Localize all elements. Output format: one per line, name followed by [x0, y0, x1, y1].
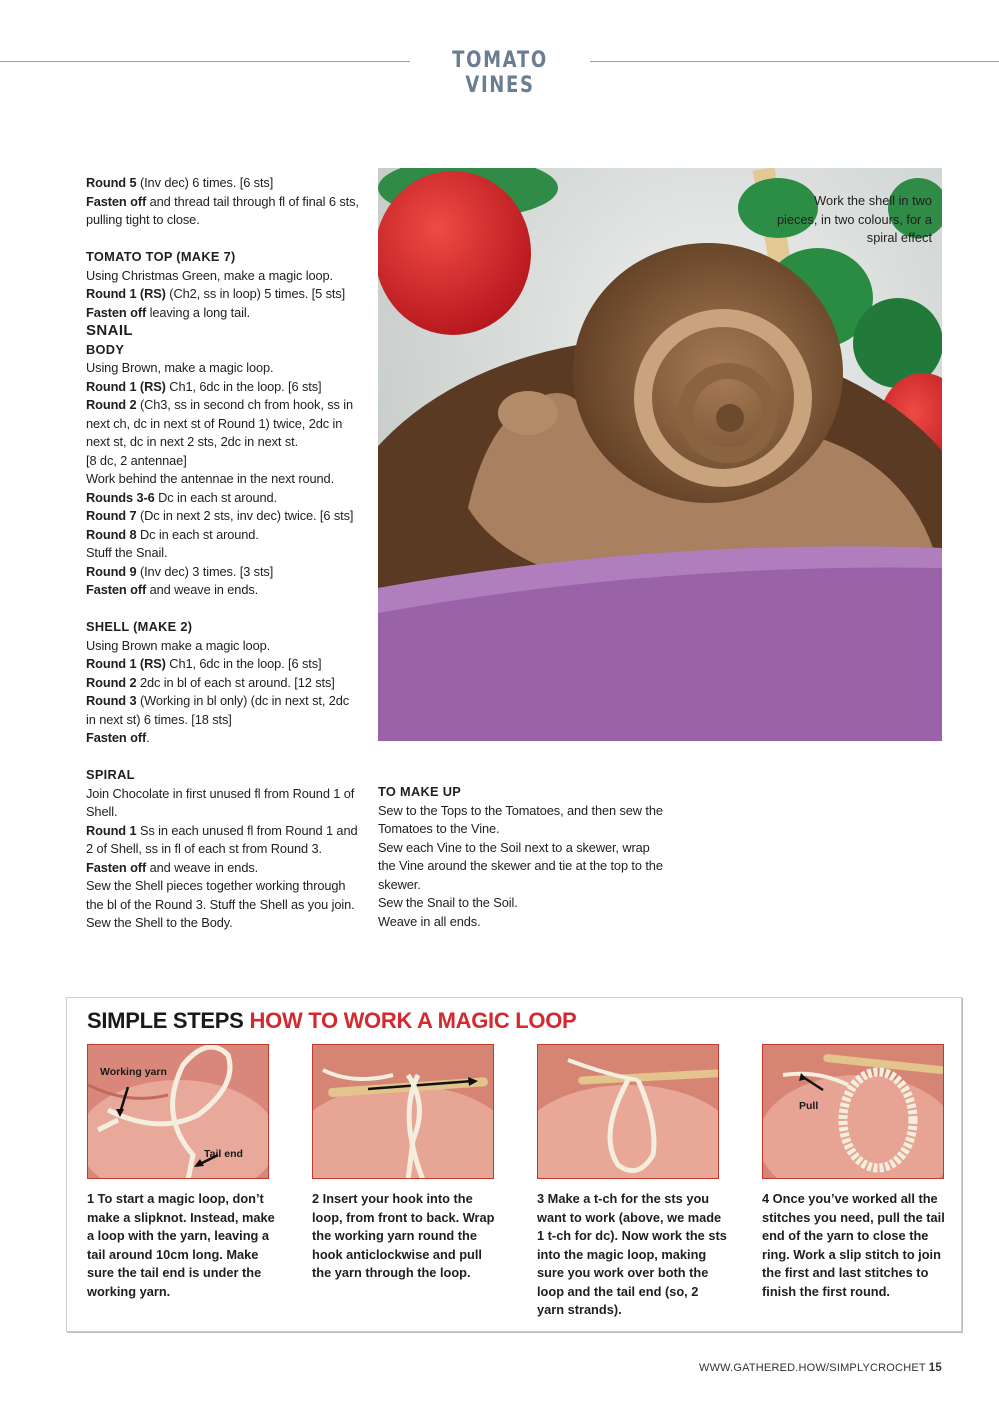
spiral-fasten — [86, 859, 361, 878]
step1-text — [87, 1190, 277, 1301]
step1-photo — [87, 1044, 269, 1179]
step-number: 3 — [537, 1191, 545, 1206]
round-label: Fasten off — [86, 730, 147, 745]
to-make-up-line: Sew the Snail to the Soil. — [378, 895, 518, 910]
round-label: Round 1 (RS) — [86, 656, 166, 671]
spiral-sew-body: Sew the Shell to the Body. — [86, 915, 233, 930]
round-text: leaving a long tail. — [146, 304, 251, 320]
fasten-close-line — [86, 193, 361, 230]
header-rule-left — [0, 61, 410, 62]
snail-photo-illustration — [378, 168, 942, 741]
snail-round2 — [86, 396, 361, 452]
shell-heading: SHELL (MAKE 2) — [86, 619, 193, 634]
step2-photo — [312, 1044, 494, 1179]
round-text: (Ch2, ss in loop) 5 times. [5 sts] — [165, 286, 346, 301]
round-label: Round 1 (RS) — [86, 286, 166, 301]
round-label: Fasten off — [86, 859, 147, 875]
spiral-sew: Sew the Shell pieces together working through the bl of the Round 3. Stuff the Shell as you join. — [86, 878, 355, 912]
snail-heading: SNAIL — [86, 322, 133, 339]
to-make-up-heading: TO MAKE UP — [378, 784, 462, 799]
simple-steps-title — [87, 1008, 576, 1034]
header-rule-right — [590, 61, 999, 62]
page-footer — [699, 1362, 942, 1374]
snail-round1 — [86, 378, 361, 397]
spiral-heading: SPIRAL — [86, 767, 135, 782]
round-label: Fasten off — [86, 304, 147, 320]
round-label: Round 2 — [86, 674, 137, 690]
to-make-up-line: Sew each Vine to the Soil next to a skewer, wrap the Vine around the skewer and tie at the top to the skewer. — [378, 839, 663, 892]
step2-illustration — [313, 1045, 494, 1179]
step3-photo — [537, 1044, 719, 1179]
to-make-up-line: Weave in all ends. — [378, 913, 481, 929]
round-text: (Inv dec) 3 times. [3 sts] — [136, 563, 274, 579]
snail-fasten — [86, 581, 361, 600]
photo-caption: Work the shell in two pieces, in two colours, for a spiral effect — [776, 193, 932, 245]
round-text: Ch1, 6dc in the loop. [6 sts] — [165, 378, 322, 394]
round-text: (Dc in next 2 sts, inv dec) twice. [6 sts] — [136, 508, 354, 523]
step4-label-pull: Pull — [799, 1100, 819, 1112]
snail-note: Work behind the antennae in the next round. — [86, 471, 335, 486]
page-number: 15 — [928, 1362, 942, 1374]
snail-photo — [378, 168, 942, 741]
round-label: Round 5 — [86, 175, 137, 190]
round-text: Ch1, 6dc in the loop. [6 sts] — [165, 656, 322, 671]
step2-text — [312, 1190, 502, 1283]
step-body: To start a magic loop, don’t make a slipknot. Instead, make a loop with the yarn, leaving a tail around 10cm long. Make sure the tail end is under the working yarn. — [87, 1191, 275, 1299]
round-label: Round 3 — [86, 693, 137, 708]
round-label: Fasten off — [86, 193, 147, 209]
snail-intro: Using Brown, make a magic loop. — [86, 360, 274, 375]
round-label: Round 1 — [86, 822, 137, 838]
snail-round9 — [86, 563, 361, 582]
step-body: Insert your hook into the loop, from front to back. Wrap the working yarn round the hook anticlockwise and pull the yarn through the loop. — [312, 1191, 495, 1280]
round-label: Round 1 (RS) — [86, 378, 166, 394]
step3-illustration — [538, 1045, 719, 1179]
shell-fasten — [86, 729, 361, 748]
shell-round3 — [86, 692, 361, 729]
tomato-top-intro: Using Christmas Green, make a magic loop. — [86, 267, 333, 283]
round-text: and thread tail through fl of final 6 sts, pulling tight to close. — [86, 193, 359, 227]
snail-round8 — [86, 526, 361, 545]
shell-round1 — [86, 655, 361, 674]
tomato-top-fasten — [86, 304, 361, 323]
step4-illustration — [763, 1045, 944, 1179]
step-number: 4 — [762, 1191, 770, 1206]
simple-steps-title-black: SIMPLE STEPS — [87, 1008, 244, 1033]
footer-url: WWW.GATHERED.HOW/SIMPLYCROCHET — [698, 1362, 926, 1374]
step1-label-tail-end: Tail end — [204, 1148, 243, 1160]
shell-intro: Using Brown make a magic loop. — [86, 637, 271, 653]
round5-line — [86, 174, 361, 193]
round-label: Round 9 — [86, 563, 137, 579]
tomato-top-heading: TOMATO TOP (MAKE 7) — [86, 249, 236, 264]
round-text: . — [146, 730, 150, 745]
round-text: 2dc in bl of each st around. [12 sts] — [136, 674, 335, 690]
step4-text — [762, 1190, 952, 1301]
step-body: Make a t-ch for the sts you want to work (above, we made 1 t-ch for dc). Now work the sts into the magic loop, making sure you work over both the loop and the tail end (so, 2 yarn strands). — [537, 1191, 727, 1317]
round-label: Round 7 — [86, 508, 137, 523]
to-make-up-section — [378, 783, 663, 931]
tomato-top-round1 — [86, 285, 361, 304]
round-text: Ss in each unused fl from Round 1 and 2 of Shell, ss in fl of each st from Round 3. — [86, 822, 358, 856]
round-text: and weave in ends. — [146, 859, 259, 875]
to-make-up-line: Sew to the Tops to the Tomatoes, and then sew the Tomatoes to the Vine. — [378, 802, 663, 836]
step-body: Once you’ve worked all the stitches you need, pull the tail end of the yarn to close the ring. Work a slip stitch to join the first and last stitches to finish the first round. — [762, 1191, 945, 1299]
step-number: 2 — [312, 1191, 320, 1206]
shell-round2 — [86, 674, 361, 693]
snail-round7 — [86, 507, 361, 526]
round-label: Fasten off — [86, 582, 147, 597]
simple-steps-title-red: HOW TO WORK A MAGIC LOOP — [249, 1008, 577, 1033]
page-header-title: TOMATO VINES — [452, 48, 548, 98]
snail-rounds3-6 — [86, 489, 361, 508]
round-text: Dc in each st around. — [136, 526, 259, 542]
spiral-intro: Join Chocolate in first unused fl from Round 1 of Shell. — [86, 785, 355, 819]
round-label: Round 8 — [86, 526, 137, 542]
step-number: 1 — [87, 1191, 95, 1206]
spiral-round1 — [86, 822, 361, 859]
round-text: (Working in bl only) (dc in next st, 2dc in next st) 6 times. [18 sts] — [86, 693, 350, 727]
round-label: Round 2 — [86, 397, 137, 412]
snail-body-heading: BODY — [86, 341, 125, 357]
step4-photo — [762, 1044, 944, 1179]
step1-label-working-yarn: Working yarn — [100, 1066, 167, 1078]
round-text: Dc in each st around. — [154, 489, 277, 505]
snail-stuff: Stuff the Snail. — [86, 545, 168, 560]
snail-round2-count: [8 dc, 2 antennae] — [86, 452, 187, 468]
step3-text — [537, 1190, 727, 1320]
pattern-column-left — [86, 174, 361, 933]
round-label: Rounds 3-6 — [86, 489, 155, 505]
round-text: (Inv dec) 6 times. [6 sts] — [136, 175, 274, 190]
round-text: and weave in ends. — [146, 582, 259, 597]
round-text: (Ch3, ss in second ch from hook, ss in next ch, dc in next st of Round 1) twice, 2dc in next st, dc in next 2 sts, 2dc in next st. — [86, 397, 354, 449]
simple-steps-box — [66, 997, 962, 1332]
